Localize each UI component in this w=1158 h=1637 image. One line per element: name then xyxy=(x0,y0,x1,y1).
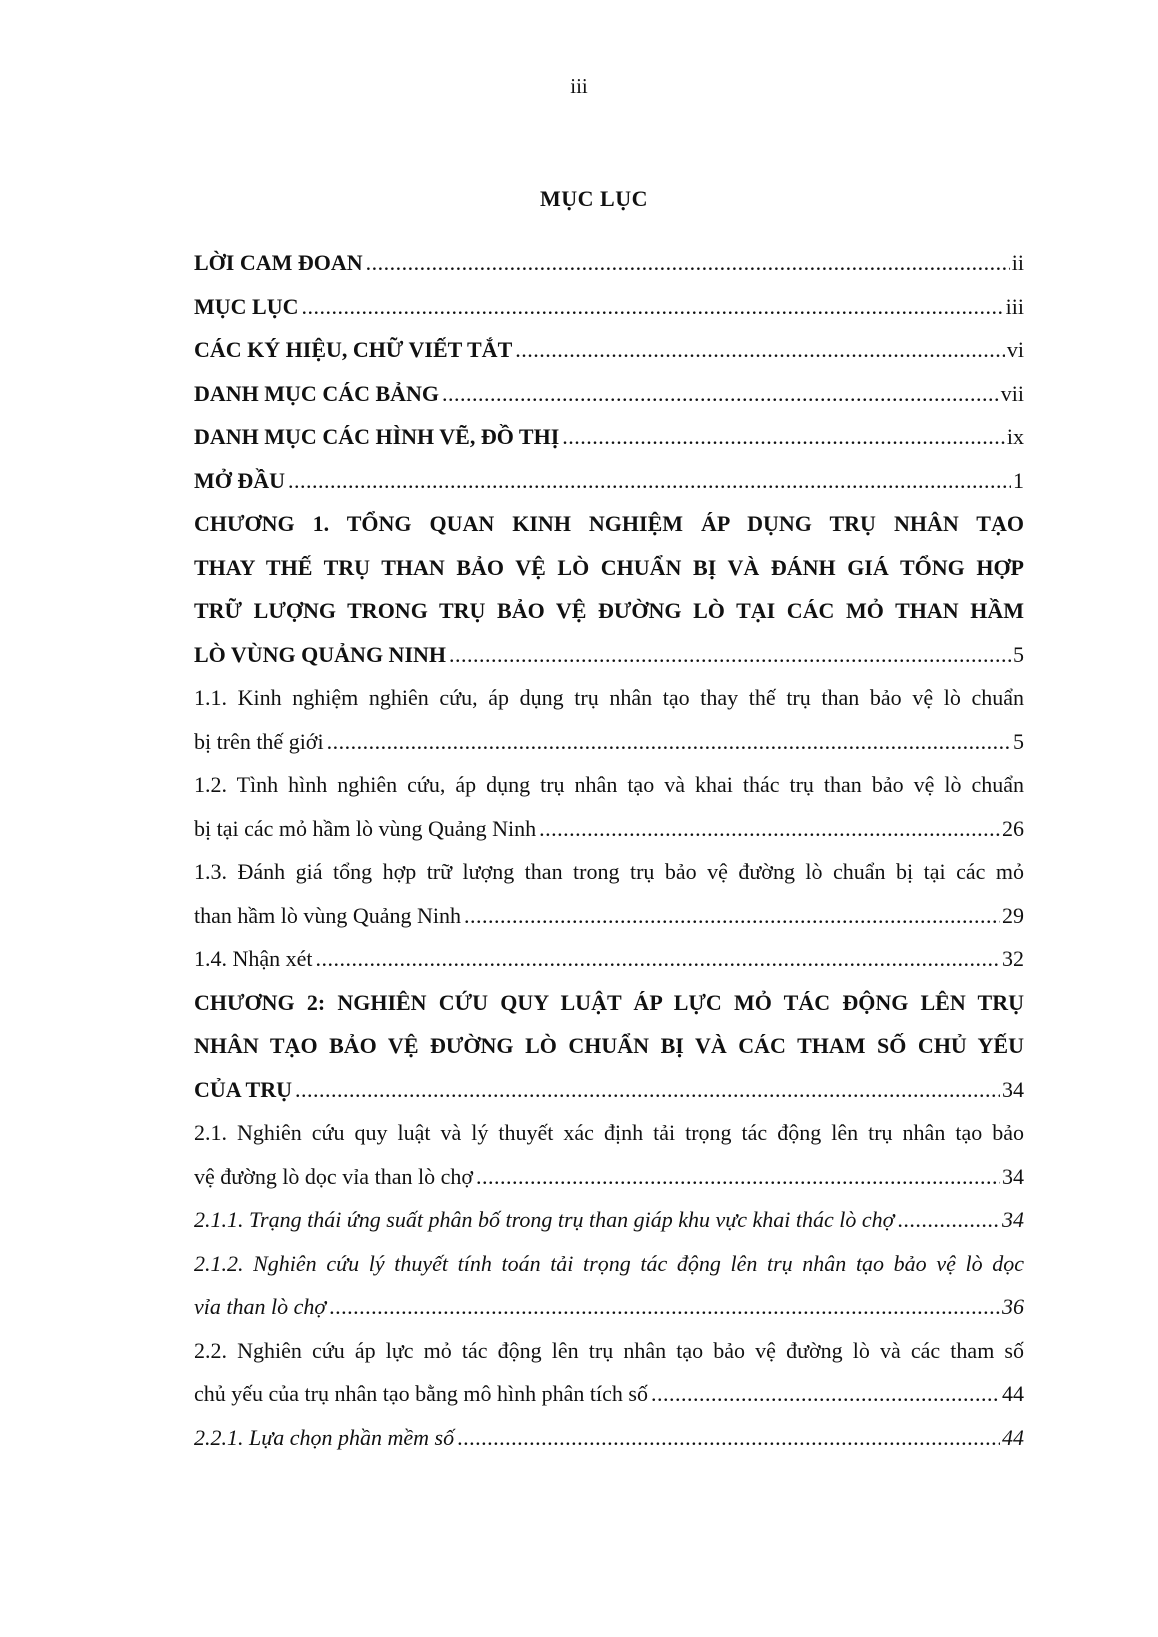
page-number: iii xyxy=(570,74,588,98)
toc-entry-line: THAY THẾ TRỤ THAN BẢO VỆ LÒ CHUẨN BỊ VÀ ĐÁNH GIÁ TỔNG HỢP xyxy=(194,554,1024,580)
toc-page-number: vi xyxy=(1006,337,1024,362)
toc-page-number: 34 xyxy=(1002,1163,1024,1189)
dot-leader xyxy=(476,1155,1000,1199)
toc-entry-1-2[interactable] xyxy=(194,763,1024,850)
toc-entry-line: NHÂN TẠO BẢO VỆ ĐƯỜNG LÒ CHUẨN BỊ VÀ CÁC THAM SỐ CHỦ YẾU xyxy=(194,1033,1024,1058)
toc-entry-chuong-1[interactable] xyxy=(194,502,1024,676)
toc-entry-line: 2.1.1. Trạng thái ứng suất phân bố trong trụ than giáp khu vực khai thác lò chợ ..... 34 xyxy=(194,1198,1024,1242)
toc-entry-line: than hầm lò vùng Quảng Ninh ..... 29 xyxy=(194,894,1024,938)
toc-entry-1-3[interactable] xyxy=(194,850,1024,937)
toc-entry-line: 1.1. Kinh nghiệm nghiên cứu, áp dụng trụ nhân tạo thay thế trụ than bảo vệ lò chuẩn xyxy=(194,685,1024,710)
toc-entry-2-1-1[interactable] xyxy=(194,1198,1024,1242)
dot-leader xyxy=(539,807,1000,851)
toc-entry-line: vệ đường lò dọc vỉa than lò chợ ..... 34 xyxy=(194,1155,1024,1199)
toc-entry-line: 2.1.2. Nghiên cứu lý thuyết tính toán tải trọng tác động lên trụ nhân tạo bảo vệ lò dọc xyxy=(194,1250,1024,1276)
toc-page-number: 29 xyxy=(1002,902,1024,928)
dot-leader xyxy=(442,372,999,416)
toc-entry-2-2[interactable] xyxy=(194,1329,1024,1416)
toc-page-number: iii xyxy=(1005,293,1024,319)
dot-leader xyxy=(457,1416,1000,1460)
toc-entry-ky-hieu[interactable] xyxy=(194,328,1024,372)
toc-entry-2-2-1[interactable] xyxy=(194,1416,1024,1460)
dot-leader xyxy=(464,894,1000,938)
dot-leader xyxy=(288,459,1011,503)
toc-entry-line: 2.2. Nghiên cứu áp lực mỏ tác động lên trụ nhân tạo bảo vệ đường lò và các tham số xyxy=(194,1337,1024,1363)
toc-entry-line: DANH MỤC CÁC HÌNH VẼ, ĐỒ THỊ ..... ix xyxy=(194,415,1024,459)
dot-leader xyxy=(295,1068,1000,1112)
toc-entry-line: 1.4. Nhận xét ..... 32 xyxy=(194,937,1024,981)
toc-entry-chuong-2[interactable] xyxy=(194,981,1024,1112)
toc-entry-2-1[interactable] xyxy=(194,1111,1024,1198)
dot-leader xyxy=(897,1198,1000,1242)
toc-entry-line: LÒ VÙNG QUẢNG NINH ..... 5 xyxy=(194,633,1024,677)
toc-page-number: 26 xyxy=(1002,815,1024,841)
toc-entry-danh-muc-hinh[interactable] xyxy=(194,415,1024,459)
toc-entry-line: LỜI CAM ĐOAN ..... ii xyxy=(194,241,1024,285)
dot-leader xyxy=(449,633,1011,677)
toc-entry-1-1[interactable] xyxy=(194,676,1024,763)
toc-entry-line: CÁC KÝ HIỆU, CHỮ VIẾT TẮT ..... vi xyxy=(194,328,1024,372)
dot-leader xyxy=(651,1372,1000,1416)
toc-entry-line: MỞ ĐẦU ..... 1 xyxy=(194,459,1024,503)
toc-entry-line: chủ yếu của trụ nhân tạo bằng mô hình phân tích số ..... 44 xyxy=(194,1372,1024,1416)
toc-page-number: 36 xyxy=(1002,1294,1024,1319)
toc-page-number: 32 xyxy=(1002,946,1024,971)
toc-entry-danh-muc-bang[interactable] xyxy=(194,372,1024,416)
toc-page-number: 5 xyxy=(1013,641,1024,667)
dot-leader xyxy=(329,1285,1000,1329)
toc-page-number: 44 xyxy=(1002,1424,1024,1450)
toc-entry-line: DANH MỤC CÁC BẢNG ..... vii xyxy=(194,372,1024,416)
toc-entry-2-1-2[interactable] xyxy=(194,1242,1024,1329)
toc-entry-mo-dau[interactable] xyxy=(194,459,1024,503)
toc-entry-loi-cam-doan[interactable] xyxy=(194,241,1024,285)
toc-entry-line: CỦA TRỤ ..... 34 xyxy=(194,1068,1024,1112)
toc-title: MỤC LỤC xyxy=(540,186,648,211)
dot-leader xyxy=(327,720,1011,764)
toc-entry-line: CHƯƠNG 2: NGHIÊN CỨU QUY LUẬT ÁP LỰC MỎ TÁC ĐỘNG LÊN TRỤ xyxy=(194,989,1024,1015)
toc-page-number: 34 xyxy=(1002,1207,1024,1232)
toc-page-number: ix xyxy=(1006,424,1024,449)
toc-entry-line: bị trên thế giới ..... 5 xyxy=(194,720,1024,764)
toc-page-number: 44 xyxy=(1002,1381,1024,1406)
toc-entry-line: MỤC LỤC ..... iii xyxy=(194,285,1024,329)
toc-page-number: 1 xyxy=(1013,467,1024,493)
dot-leader xyxy=(515,328,1005,372)
toc-page-number: ii xyxy=(1011,250,1024,275)
toc-entry-line: 2.2.1. Lựa chọn phần mềm số ..... 44 xyxy=(194,1416,1024,1460)
toc-entry-line: 1.2. Tình hình nghiên cứu, áp dụng trụ nhân tạo và khai thác trụ than bảo vệ lò chuẩn xyxy=(194,772,1024,797)
toc-entry-line: 2.1. Nghiên cứu quy luật và lý thuyết xác định tải trọng tác động lên trụ nhân tạo bảo xyxy=(194,1120,1024,1145)
toc-entry-line: vỉa than lò chợ ..... 36 xyxy=(194,1285,1024,1329)
dot-leader xyxy=(302,285,1004,329)
toc-entry-line: bị tại các mỏ hầm lò vùng Quảng Ninh ..... 26 xyxy=(194,807,1024,851)
dot-leader xyxy=(366,241,1010,285)
toc-entry-1-4[interactable] xyxy=(194,937,1024,981)
dot-leader xyxy=(316,937,1000,981)
toc-page-number: 34 xyxy=(1002,1076,1024,1102)
toc-page-number: 5 xyxy=(1013,728,1024,754)
toc-entry-line: TRỮ LƯỢNG TRONG TRỤ BẢO VỆ ĐƯỜNG LÒ TẠI CÁC MỎ THAN HẦM xyxy=(194,598,1024,623)
toc-entry-line: 1.3. Đánh giá tổng hợp trữ lượng than trong trụ bảo vệ đường lò chuẩn bị tại các mỏ xyxy=(194,859,1024,884)
dot-leader xyxy=(562,415,1005,459)
toc-page-number: vii xyxy=(1000,380,1024,406)
table-of-contents xyxy=(194,241,1024,1459)
toc-entry-muc-luc[interactable] xyxy=(194,285,1024,329)
toc-entry-line: CHƯƠNG 1. TỔNG QUAN KINH NGHIỆM ÁP DỤNG TRỤ NHÂN TẠO xyxy=(194,511,1024,536)
